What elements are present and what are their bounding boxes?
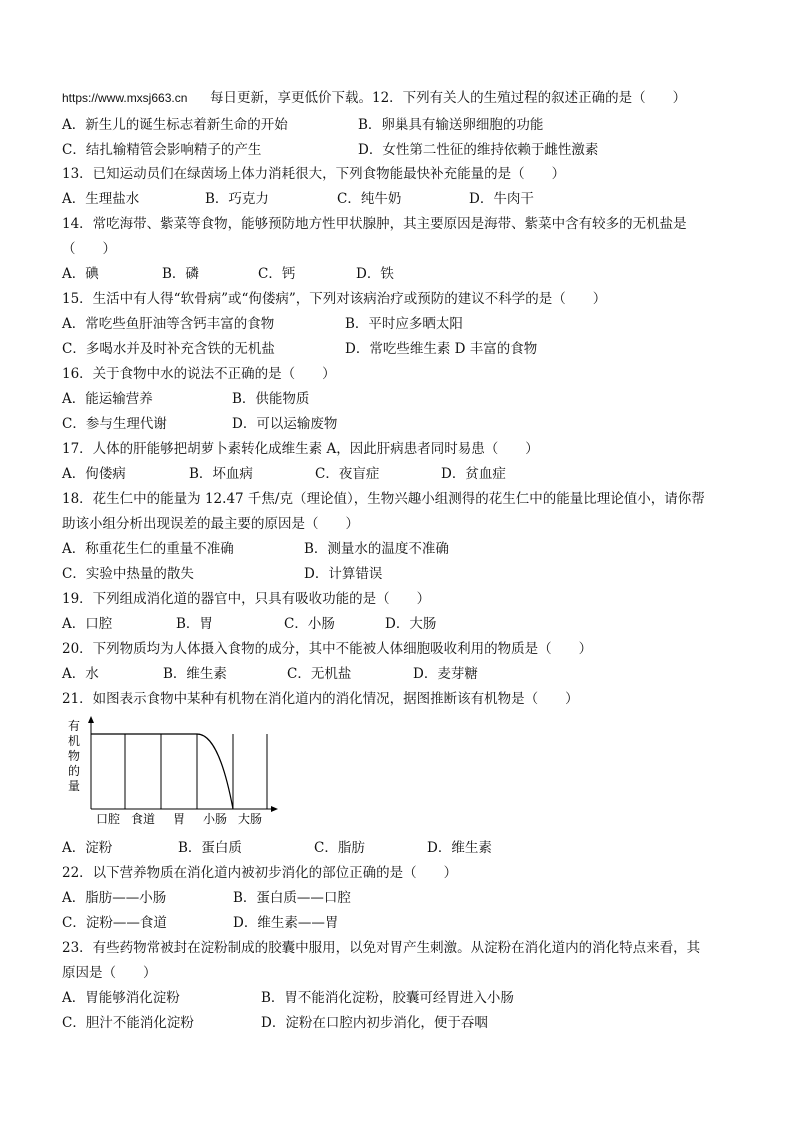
question-16-stem: 16．关于食物中水的说法不正确的是（ ） <box>62 366 336 382</box>
q12-option-b[interactable]: B．卵巢具有输送卵细胞的功能 <box>358 117 544 133</box>
question-14-stem-cont: （ ） <box>62 241 116 257</box>
q22-option-d[interactable]: D．维生素——胃 <box>233 915 339 931</box>
q19-option-d[interactable]: D．大肠 <box>385 616 437 632</box>
y-label-char: 有 <box>67 719 81 733</box>
q21-option-c[interactable]: C．脂肪 <box>314 840 365 856</box>
q15-option-b[interactable]: B．平时应多晒太阳 <box>345 316 463 332</box>
q17-option-b[interactable]: B．坏血病 <box>189 466 253 482</box>
source-url[interactable]: https://www.mxsj663.cn <box>62 91 188 105</box>
q20-option-d[interactable]: D．麦芽糖 <box>413 666 478 682</box>
region-dividers <box>125 734 267 809</box>
q17-option-d[interactable]: D．贫血症 <box>441 466 506 482</box>
question-13-stem: 13．已知运动员们在绿茵场上体力消耗很大，下列食物能最快补充能量的是（ ） <box>62 166 566 182</box>
x-axis-arrow <box>271 806 278 812</box>
q19-option-a[interactable]: A．口腔 <box>62 616 113 632</box>
q16-option-b[interactable]: B．供能物质 <box>232 391 310 407</box>
q12-option-d[interactable]: D．女性第二性征的维持依赖于雌性激素 <box>358 142 599 158</box>
y-label-char: 机 <box>67 734 81 748</box>
question-18-stem: 18．花生仁中的能量为 12.47 千焦/克（理论值），生物兴趣小组测得的花生仁中的能量比理论值小，请你帮 <box>62 491 705 507</box>
y-label-char: 物 <box>67 749 81 763</box>
q13-option-d[interactable]: D．牛肉干 <box>469 191 534 207</box>
q17-option-c[interactable]: C．夜盲症 <box>315 466 380 482</box>
x-tick-label: 口腔 <box>95 812 121 826</box>
q23-option-b[interactable]: B．胃不能消化淀粉，胶囊可经胃进入小肠 <box>261 990 514 1006</box>
question-17-stem: 17．人体的肝能够把胡萝卜素转化成维生素 A，因此肝病患者同时易患（ ） <box>62 441 539 457</box>
q16-option-d[interactable]: D．可以运输废物 <box>232 416 338 432</box>
q14-option-b[interactable]: B．磷 <box>162 266 199 282</box>
q15-option-d[interactable]: D．常吃些维生素 D 丰富的食物 <box>345 341 538 357</box>
q14-option-c[interactable]: C．钙 <box>258 266 296 282</box>
q21-option-b[interactable]: B．蛋白质 <box>178 840 242 856</box>
q18-option-c[interactable]: C．实验中热量的散失 <box>62 566 194 582</box>
q17-option-a[interactable]: A．佝偻病 <box>62 466 126 482</box>
q13-option-c[interactable]: C．纯牛奶 <box>337 191 402 207</box>
q22-option-b[interactable]: B．蛋白质——口腔 <box>233 890 351 906</box>
y-label-char: 量 <box>67 779 81 793</box>
question-15-stem: 15．生活中有人得“软骨病”或“佝偻病”，下列对该病治疗或预防的建议不科学的是（ ） <box>62 291 607 307</box>
q14-option-a[interactable]: A．碘 <box>62 266 99 282</box>
q22-option-c[interactable]: C．淀粉——食道 <box>62 915 167 931</box>
q18-option-d[interactable]: D．计算错误 <box>304 566 383 582</box>
question-22-stem: 22．以下营养物质在消化道内被初步消化的部位正确的是（ ） <box>62 865 458 881</box>
q19-option-c[interactable]: C．小肠 <box>284 616 335 632</box>
question-19-stem: 19．下列组成消化道的器官中，只具有吸收功能的是（ ） <box>62 591 431 607</box>
y-label-char: 的 <box>67 764 81 778</box>
q16-option-c[interactable]: C．参与生理代谢 <box>62 416 167 432</box>
header-line <box>62 88 686 108</box>
q20-option-b[interactable]: B．维生素 <box>163 666 227 682</box>
question-12-stem: 12．下列有关人的生殖过程的叙述正确的是（ ） <box>371 90 687 106</box>
q15-option-a[interactable]: A．常吃些鱼肝油等含钙丰富的食物 <box>62 316 275 332</box>
q16-option-a[interactable]: A．能运输营养 <box>62 391 153 407</box>
x-tick-label: 胃 <box>172 812 186 826</box>
y-axis-label <box>68 719 80 793</box>
q23-option-c[interactable]: C．胆汁不能消化淀粉 <box>62 1015 194 1031</box>
q23-option-d[interactable]: D．淀粉在口腔内初步消化，便于吞咽 <box>261 1015 488 1031</box>
q15-option-c[interactable]: C．多喝水并及时补充含铁的无机盐 <box>62 341 275 357</box>
series-line <box>91 734 233 809</box>
q12-option-a[interactable]: A．新生儿的诞生标志着新生命的开始 <box>62 117 288 133</box>
q13-option-b[interactable]: B．巧克力 <box>205 191 269 207</box>
x-tick-labels <box>96 811 262 826</box>
question-14-stem: 14．常吃海带、紫菜等食物，能够预防地方性甲状腺肿，其主要原因是海带、紫菜中含有较多的无机盐是 <box>62 216 687 232</box>
q19-option-b[interactable]: B．胃 <box>176 616 213 632</box>
x-tick-label: 大肠 <box>237 812 263 826</box>
question-18-stem-cont: 助该小组分析出现误差的最主要的原因是（ ） <box>62 516 359 532</box>
y-axis-arrow <box>88 716 94 723</box>
q22-option-a[interactable]: A．脂肪——小肠 <box>62 890 167 906</box>
digestion-chart <box>62 714 282 834</box>
x-tick-label: 食道 <box>130 812 156 826</box>
question-20-stem: 20．下列物质均为人体摄入食物的成分，其中不能被人体细胞吸收利用的物质是（ ） <box>62 641 593 657</box>
q20-option-a[interactable]: A．水 <box>62 666 99 682</box>
question-23-stem-cont: 原因是（ ） <box>62 965 157 981</box>
q23-option-a[interactable]: A．胃能够消化淀粉 <box>62 990 180 1006</box>
q21-option-d[interactable]: D．维生素 <box>427 840 492 856</box>
q18-option-b[interactable]: B．测量水的温度不准确 <box>304 541 449 557</box>
source-note: 每日更新，享更低价下载。 <box>209 90 372 106</box>
q18-option-a[interactable]: A．称重花生仁的重量不准确 <box>62 541 234 557</box>
q12-option-c[interactable]: C．结扎输精管会影响精子的产生 <box>62 142 262 158</box>
question-21-stem: 21．如图表示食物中某种有机物在消化道内的消化情况，据图推断该有机物是（ ） <box>62 691 579 707</box>
question-23-stem: 23．有些药物常被封在淀粉制成的胶囊中服用，以免对胃产生刺激。从淀粉在消化道内的消化特点来看，其 <box>62 940 701 956</box>
q13-option-a[interactable]: A．生理盐水 <box>62 191 140 207</box>
q21-option-a[interactable]: A．淀粉 <box>62 840 113 856</box>
q20-option-c[interactable]: C．无机盐 <box>287 666 352 682</box>
q14-option-d[interactable]: D．铁 <box>356 266 394 282</box>
x-tick-label: 小肠 <box>202 812 228 826</box>
